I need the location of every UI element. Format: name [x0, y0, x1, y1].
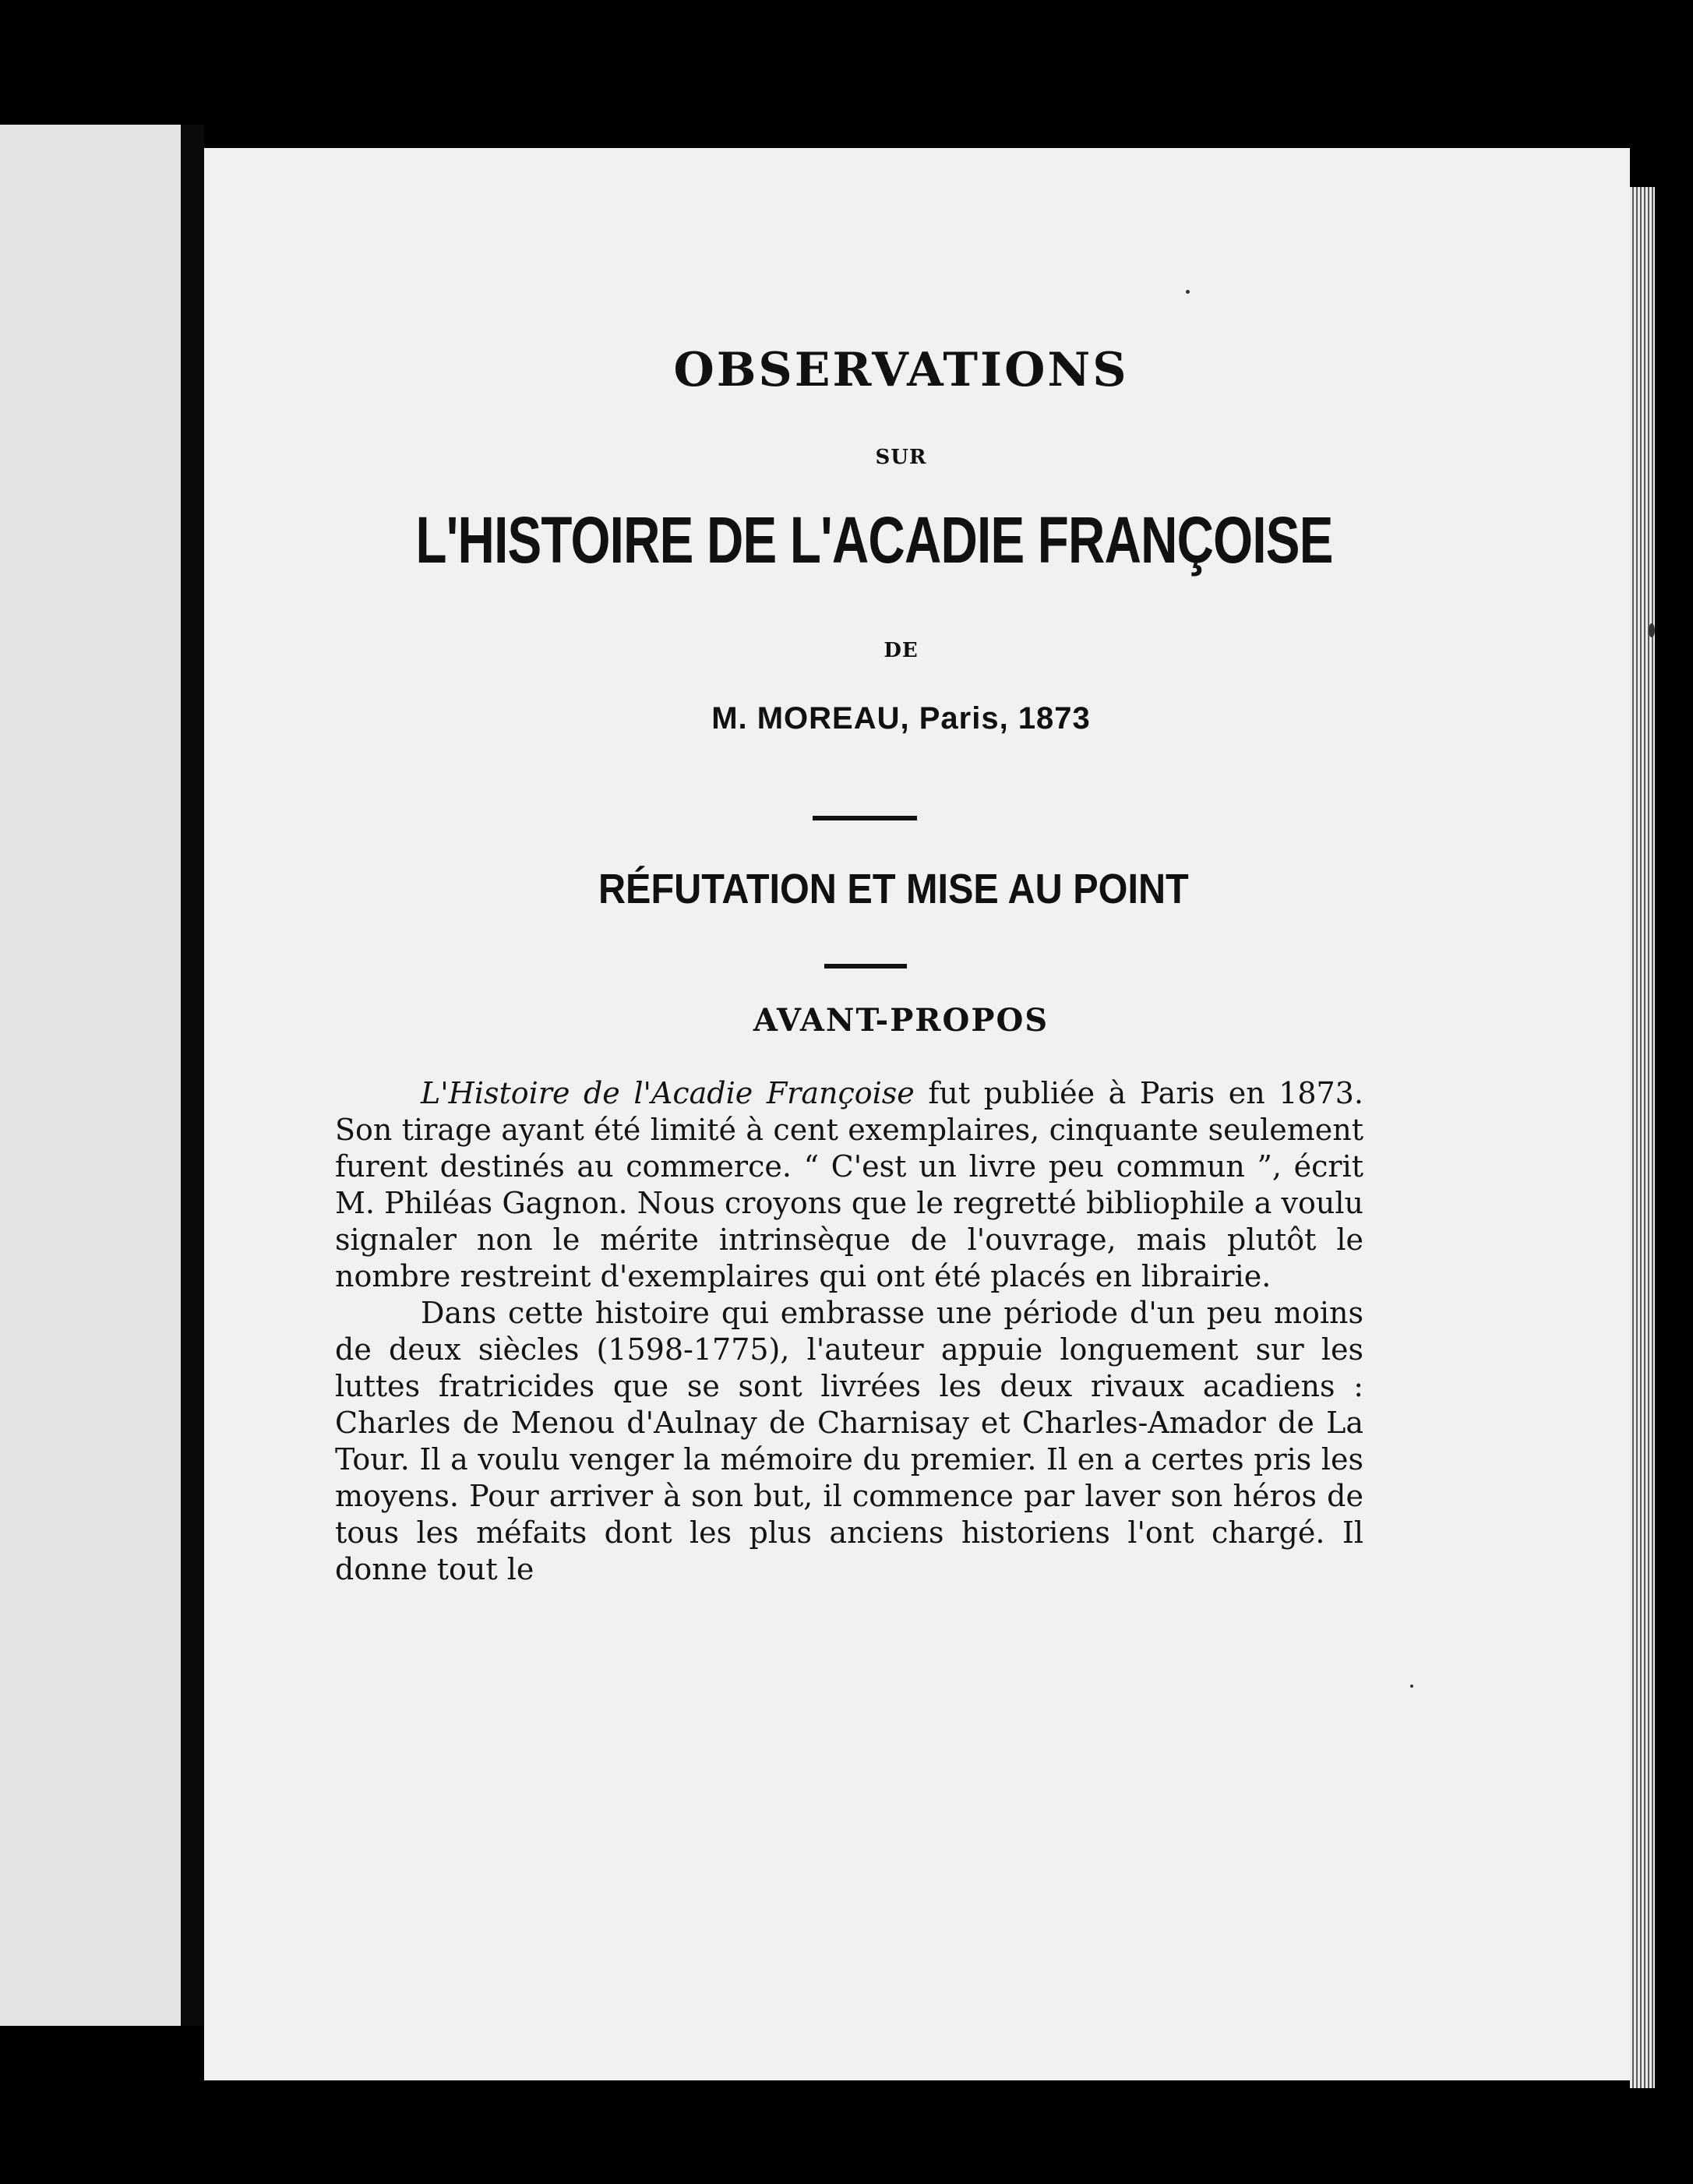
heading-refutation: RÉFUTATION ET MISE AU POINT	[598, 866, 1189, 912]
body-text	[335, 1075, 1363, 1588]
divider-rule	[824, 964, 907, 969]
divider-rule	[813, 816, 917, 820]
heading-author: M. MOREAU, Paris, 1873	[711, 701, 1091, 736]
speck	[1410, 1685, 1413, 1688]
heading-observations: OBSERVATIONS	[673, 343, 1129, 397]
speck	[1186, 290, 1190, 294]
heading-avant-propos: AVANT-PROPOS	[753, 1002, 1049, 1039]
facing-page	[0, 125, 181, 2026]
page-gutter	[181, 125, 204, 2026]
heading-title: L'HISTOIRE DE L'ACADIE FRANÇOISE	[415, 503, 1333, 577]
paragraph-text: fut publiée à Paris en 1873. Son tirage ayant été limité à cent exemplaires, cinquante seulement furent destinés au commerce. “ C'est un livre peu commun ”, écrit M. Philéas Gagnon. Nous croyons que le regretté bibliophile a voulu signaler non le mérite intrinsèque de l'ouvrage, mais plutôt le nombre restreint d'exemplaires qui ont été placés en librairie.	[335, 1076, 1363, 1293]
paragraph: Dans cette histoire qui embrasse une période d'un peu moins de deux siècles (1598-1775), l'auteur appuie longuement sur les luttes fratricides que se sont livrées les deux rivaux acadiens : Charles de Menou d'Aulnay de Charnisay et Charles-Amador de La Tour. Il a voulu venger la mémoire du premier. Il en a certes pris les moyens. Pour arriver à son but, il commence par laver son héros de tous les méfaits dont les plus anciens historiens l'ont chargé. Il donne tout le	[335, 1296, 1363, 1586]
heading-sur: SUR	[875, 446, 927, 469]
speck	[1649, 623, 1655, 637]
page-edges	[1630, 187, 1655, 2088]
paragraph	[335, 1075, 1363, 1295]
heading-de: DE	[884, 639, 919, 662]
italic-book-title: L'Histoire de l'Acadie Françoise	[421, 1076, 915, 1110]
